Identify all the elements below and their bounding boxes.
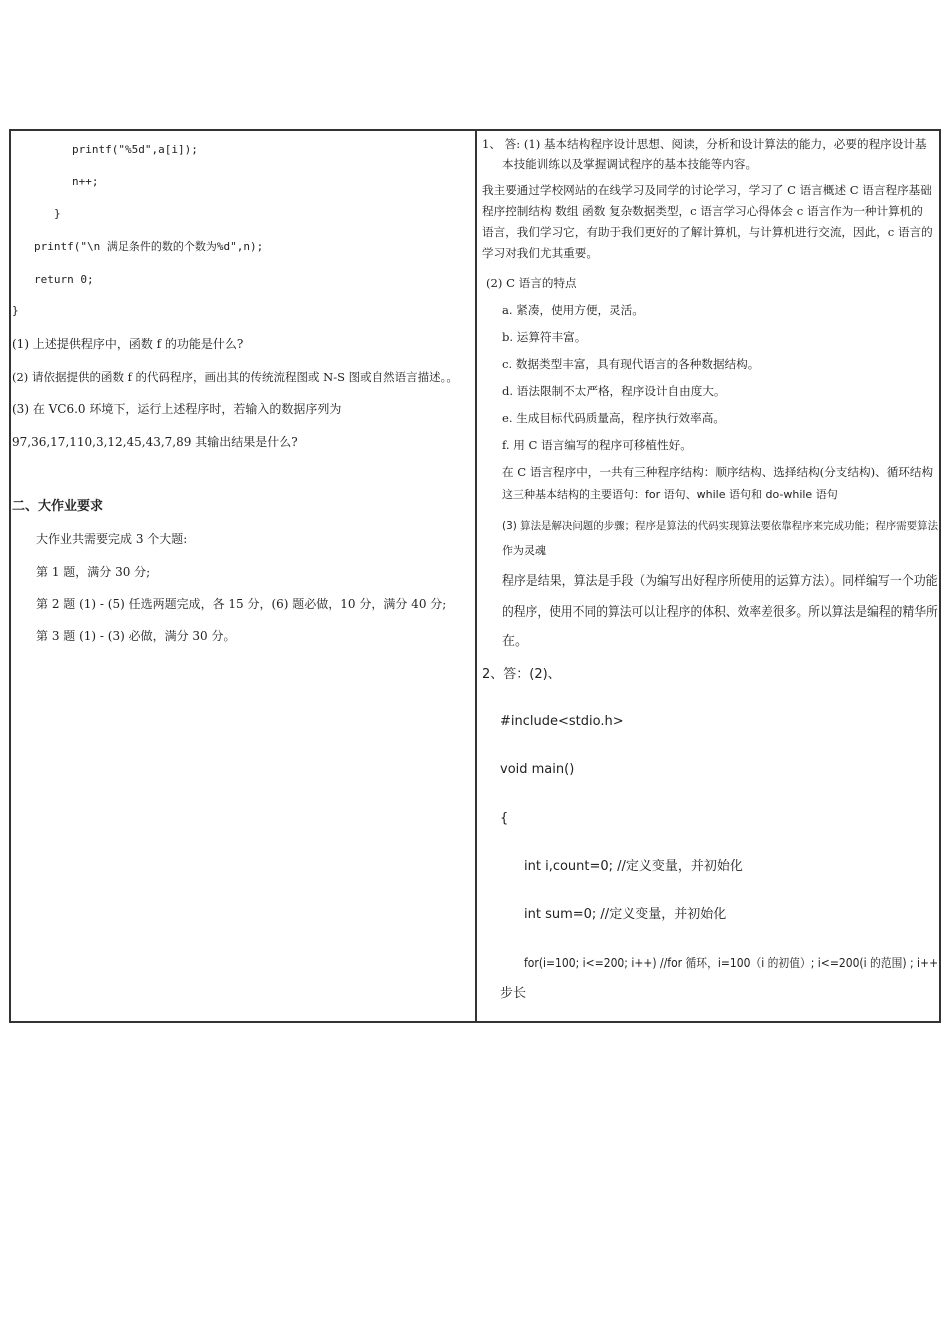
- study-paragraph-line: 我主要通过学校网站的在线学习及同学的讨论学习，学习了 C 语言概述 C 语言程序基础: [482, 183, 932, 197]
- study-paragraph-line: 学习对我们尤其重要。: [482, 246, 598, 260]
- question-3: (3) 在 VC6.0 环境下，运行上述程序时，若输入的数据序列为: [12, 402, 342, 416]
- answer-2-title: 2、答：(2)、: [482, 667, 561, 682]
- code-line: }: [12, 304, 19, 317]
- answer-1-line: 本技能训练以及掌握调试程序的基本技能等内容。: [502, 157, 758, 171]
- code-line: for(i=100; i<=200; i++) //for 循环，i=100（i 的初值）; i<=200(i 的范围) ; i++: [524, 956, 939, 970]
- code-line: printf("%5d",a[i]);: [72, 143, 198, 156]
- question-2: (2) 请依据提供的函数 f 的代码程序，画出其的传统流程图或 N-S 图或自然语言描述。。: [12, 370, 458, 384]
- code-include: #include<stdio.h>: [500, 714, 624, 729]
- code-line: int i,count=0; //定义变量，并初始化: [524, 859, 743, 874]
- features-title: (2) C 语言的特点: [486, 276, 577, 290]
- algorithm-line: (3) 算法是解决问题的步骤；程序是算法的代码实现算法要依靠程序来完成功能；程序需要算法: [502, 520, 939, 532]
- column-divider: [475, 129, 477, 1023]
- structure-line: 在 C 语言程序中，一共有三种程序结构：顺序结构、选择结构(分支结构)、循环结构: [502, 465, 934, 479]
- requirement-line: 大作业共需要完成 3 个大题:: [36, 532, 188, 546]
- code-line: n++;: [72, 175, 99, 188]
- feature-item: a. 紧凑，使用方便，灵活。: [502, 303, 644, 317]
- feature-item: e. 生成目标代码质量高，程序执行效率高。: [502, 411, 725, 425]
- structure-line: 这三种基本结构的主要语句：for 语句、while 语句和 do-while 语句: [502, 488, 838, 501]
- requirement-line: 第 1 题，满分 30 分;: [36, 565, 151, 579]
- result-line: 的程序，使用不同的算法可以让程序的体积、效率差很多。所以算法是编程的精华所: [502, 605, 938, 620]
- algorithm-line: 作为灵魂: [502, 544, 546, 557]
- feature-item: d. 语法限制不太严格，程序设计自由度大。: [502, 384, 726, 398]
- code-line: return 0;: [34, 273, 94, 286]
- code-line: printf("\n 满足条件的数的个数为%d",n);: [34, 240, 264, 253]
- code-main: void main(): [500, 762, 575, 777]
- code-brace: {: [500, 811, 509, 826]
- requirement-line: 第 2 题 (1) - (5) 任选两题完成，各 15 分，(6) 题必做，10 分，满分 40 分;: [36, 597, 447, 611]
- study-paragraph-line: 语言，我们学习它，有助于我们更好的了解计算机，与计算机进行交流，因此，c 语言的: [482, 225, 933, 239]
- result-line: 在。: [502, 634, 529, 649]
- requirement-line: 第 3 题 (1) - (3) 必做，满分 30 分。: [36, 629, 236, 643]
- feature-item: f. 用 C 语言编写的程序可移植性好。: [502, 438, 692, 452]
- feature-item: b. 运算符丰富。: [502, 330, 587, 344]
- question-1: (1) 上述提供程序中，函数 f 的功能是什么?: [12, 337, 244, 351]
- answer-1-line: 1、 答: (1) 基本结构程序设计思想、阅读，分析和设计算法的能力，必要的程序设计基: [482, 137, 927, 151]
- code-line: 步长: [500, 986, 527, 1001]
- code-line: }: [54, 207, 61, 220]
- code-line: int sum=0; //定义变量，并初始化: [524, 907, 727, 922]
- section-title: 二、大作业要求: [12, 499, 104, 514]
- question-3-data: 97,36,17,110,3,12,45,43,7,89 其输出结果是什么?: [12, 435, 298, 449]
- result-line: 程序是结果，算法是手段（为编写出好程序所使用的运算方法）。同样编写一个功能: [502, 574, 938, 589]
- study-paragraph-line: 程序控制结构 数组 函数 复杂数据类型，c 语言学习心得体会 c 语言作为一种计算机的: [482, 204, 923, 218]
- feature-item: c. 数据类型丰富，具有现代语言的各种数据结构。: [502, 357, 760, 371]
